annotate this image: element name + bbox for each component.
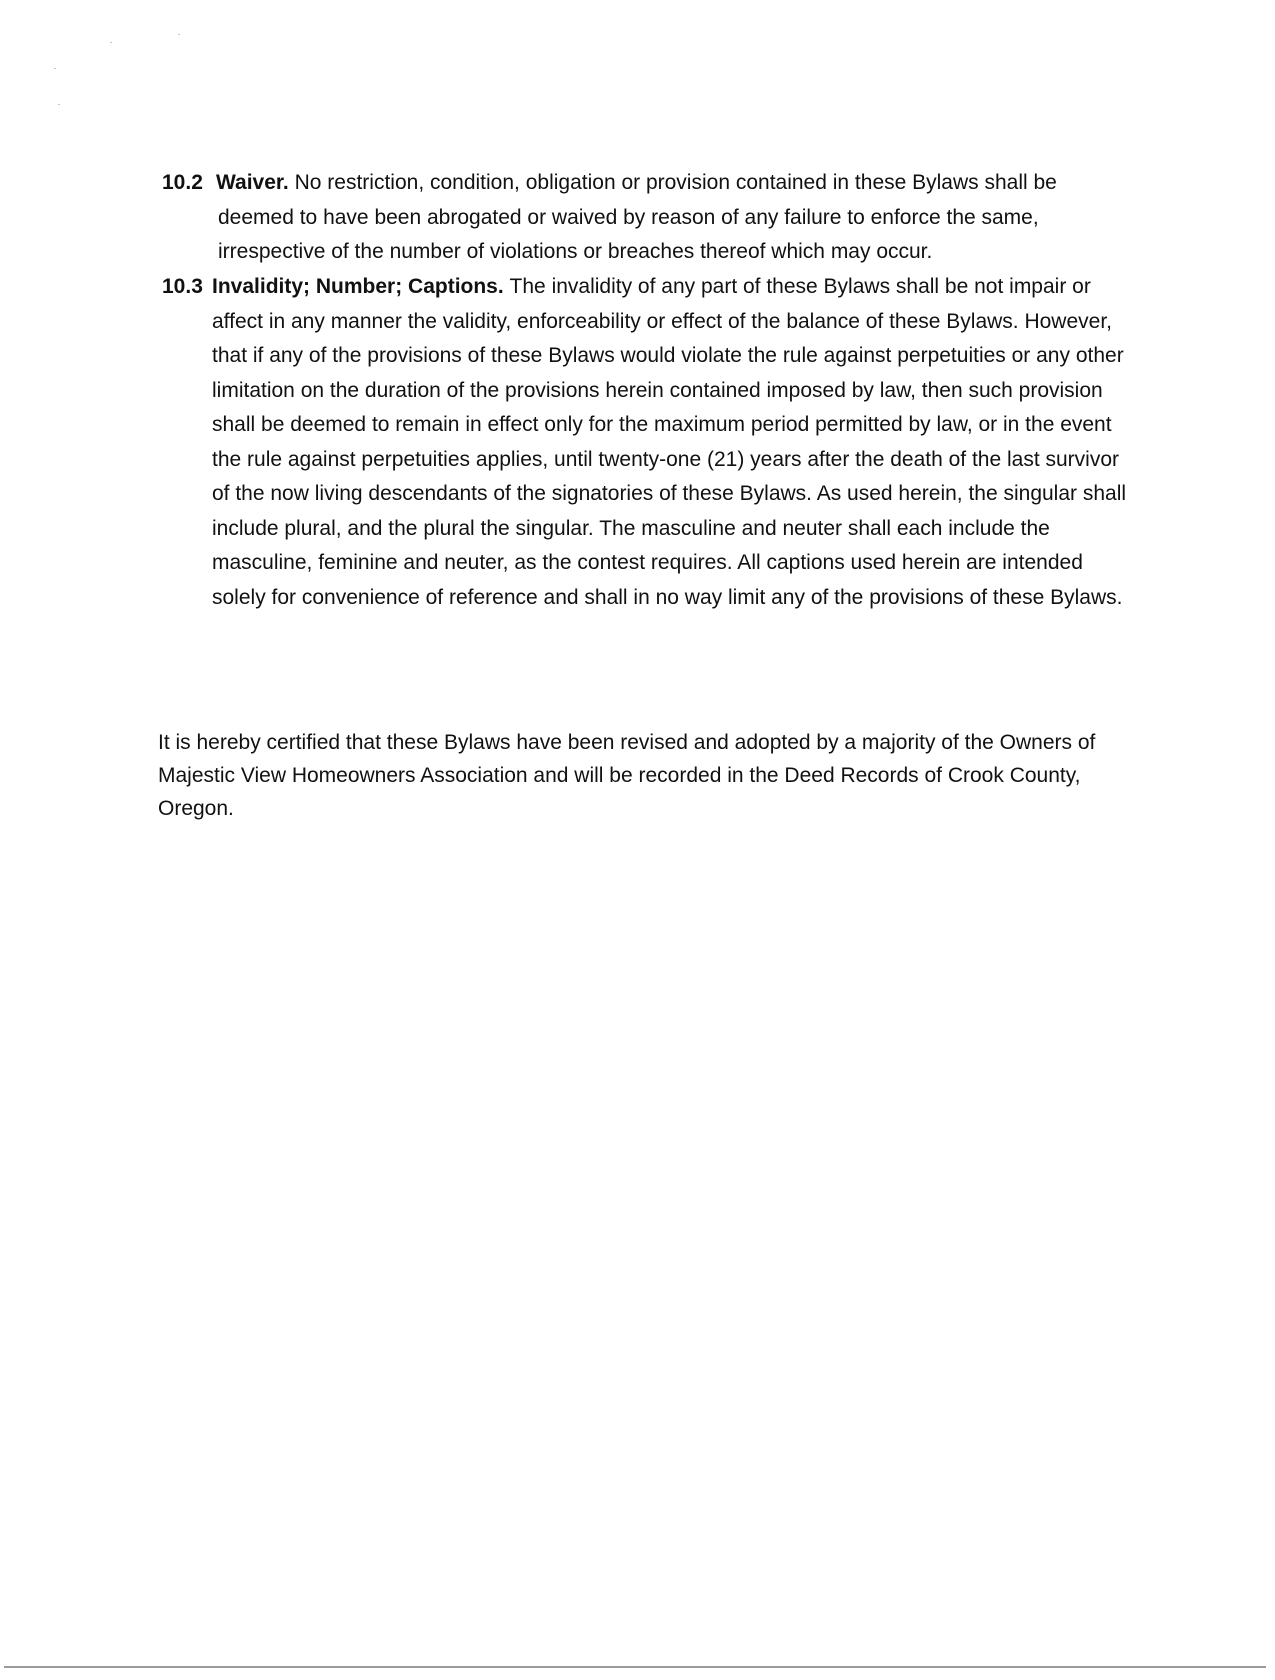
scan-speck — [178, 34, 180, 35]
scan-speck — [110, 42, 112, 43]
scan-bottom-edge — [4, 1666, 1266, 1668]
section-text: No restriction, condition, obligation or provision contained in these Bylaws shall be deemed to have been abrogated or waived by reason of any failure to enforce the same, irrespective of the number of violations or breaches thereof which may occur. — [218, 171, 1057, 263]
scan-speck — [58, 104, 60, 105]
section-heading: Invalidity; Number; Captions. — [212, 275, 504, 298]
section-text: The invalidity of any part of these Bylaws shall be not impair or affect in any manner the validity, enforceability or effect of the balance of these Bylaws. However, that if any of the provisions of these Bylaws would violate the rule against perpetuities or any other limitation on the duration of the provisions herein contained imposed by law, then such provision shall be deemed to remain in effect only for the maximum period permitted by law, or in the event the rule against perpetuities applies, until twenty-one (21) years after the death of the last survivor of the now living descendants of the signatories of these Bylaws. As used herein, the singular shall include plural, and the plural the singular. The masculine and neuter shall each include the masculine, feminine and neuter, as the contest requires. All captions used herein are intended solely for convenience of reference and shall in no way limit any of the provisions of these Bylaws. — [212, 275, 1127, 609]
scan-speck — [54, 68, 56, 69]
section-10-3 — [162, 270, 1132, 615]
section-heading: Waiver. — [216, 171, 289, 194]
section-number: 10.2 — [162, 171, 203, 194]
section-body — [162, 166, 1132, 270]
section-body — [162, 270, 1132, 615]
section-number: 10.3 — [162, 275, 203, 298]
certification-paragraph: It is hereby certified that these Bylaws have been revised and adopted by a majority of the Owners of Majestic View Homeowners Association and will be recorded in the Deed Records of Crook County, Oregon. — [158, 731, 1096, 820]
section-10-2 — [162, 166, 1132, 270]
